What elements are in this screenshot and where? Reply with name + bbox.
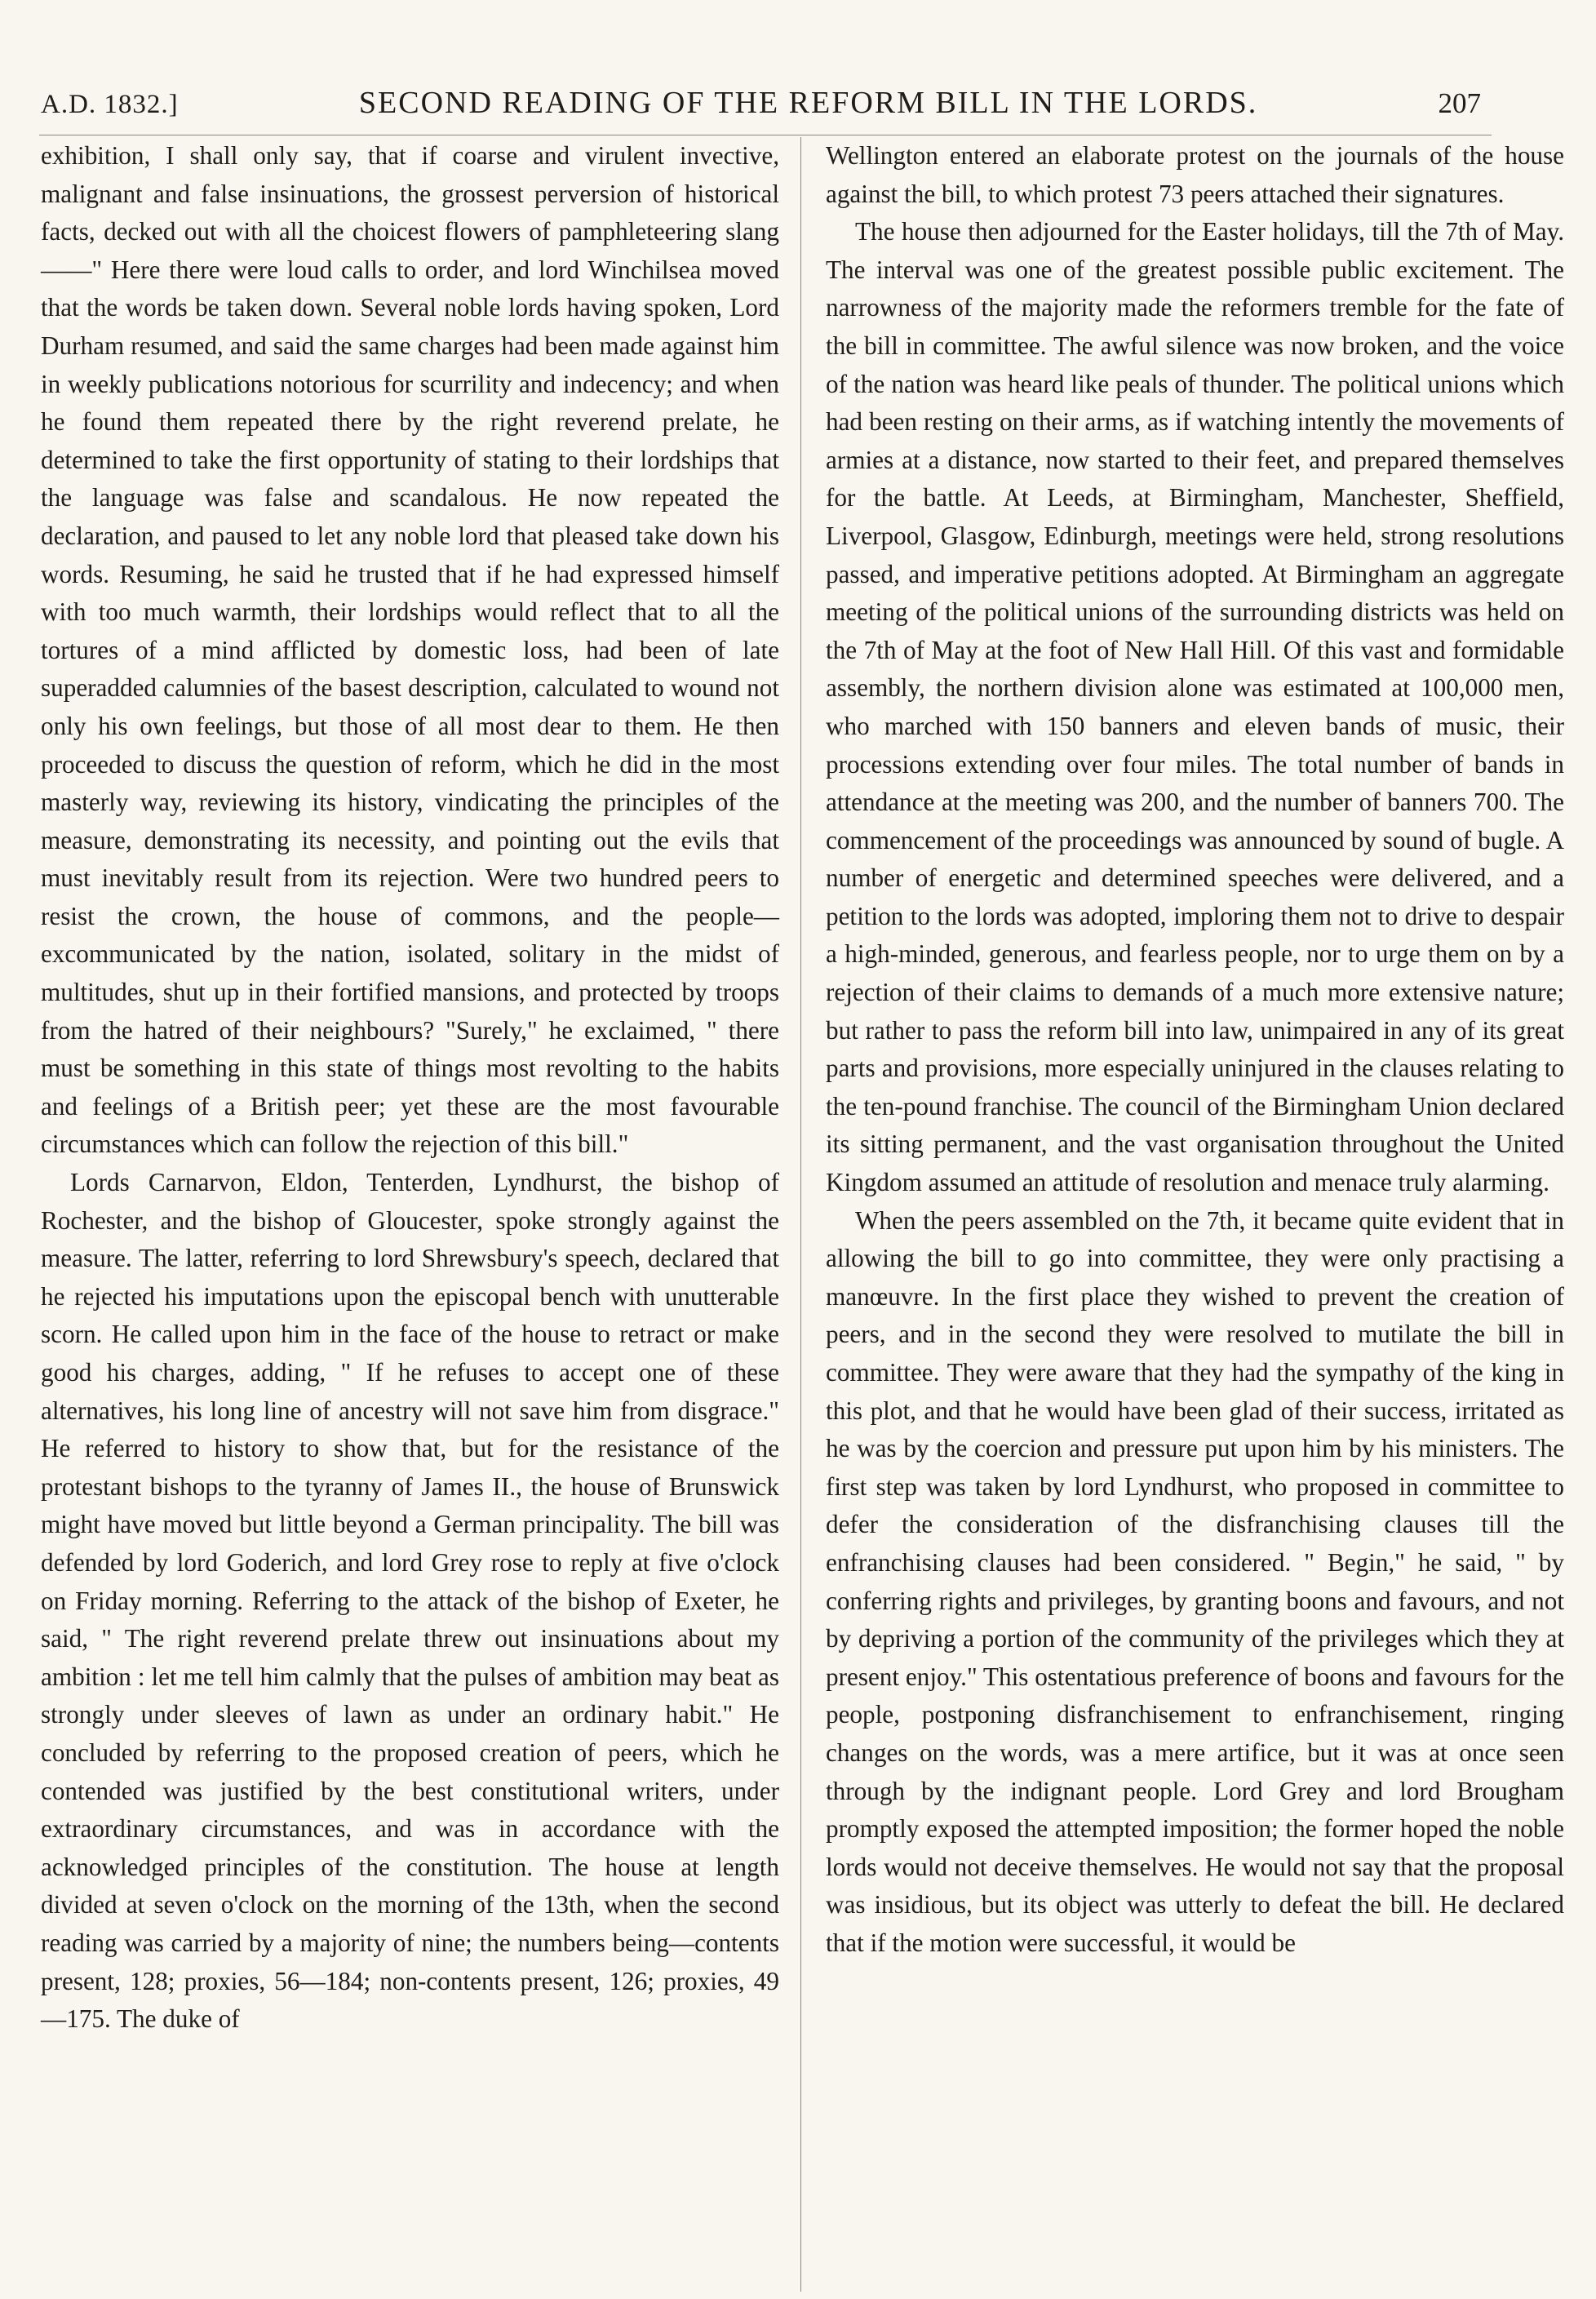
paragraph: Wellington entered an elaborate protest on the journals of the house against the bill, to which protest 73 peers attached their signatures. <box>826 141 1564 208</box>
paragraph: When the peers assembled on the 7th, it became quite evident that in allowing the bill to go into committee, they were only practising a manœuvre. In the first place they wished to prevent the creation of peers, and in the second they were resolved to mutilate the bill in committee. They were aware that they had the sympathy of the king in this plot, and that he would have been glad of their success, irritated as he was by the coercion and pressure put upon him by his ministers. The first step was taken by lord Lyndhurst, who proposed in committee to defer the consideration of the disfranchising clauses till the enfranchising clauses had been considered. " Begin," he said, " by conferring rights and privileges, by granting boons and favours, and not by depriving a portion of the community of the privileges which they at present enjoy." This ostentatious preference of boons and favours for the people, postponing disfranchisement to enfranchisement, ringing changes on the words, was a mere artifice, but it was at once seen through by the indignant people. Lord Grey and lord Brougham promptly exposed the attempted imposition; the former hoped the noble lords would not deceive themselves. He would not say that the proposal was insidious, but its object was utterly to defeat the bill. He declared that if the motion were successful, it would be <box>826 1205 1564 1957</box>
paragraph: exhibition, I shall only say, that if coarse and virulent invective, malignant and false insinuations, the grossest perversion of historical facts, decked out with all the choicest flowers of pamphleteering slang——" Here there were loud calls to order, and lord Winchilsea moved that the words be taken down. Several noble lords having spoken, Lord Durham resumed, and said the same charges had been made against him in weekly publications notorious for scurrility and indecency; and when he found them repeated there by the right reverend prelate, he determined to take the first opportunity of stating to their lordships that the language was false and scandalous. He now repeated the declaration, and paused to let any noble lord that pleased take down his words. Resuming, he said he trusted that if he had expressed himself with too much warmth, their lordships would reflect that to all the tortures of a mind afflicted by domestic loss, had been of late superadded calumnies of the basest description, calculated to wound not only his own feelings, but those of all most dear to them. He then proceeded to discuss the question of reform, which he did in the most masterly way, reviewing its history, vindicating the principles of the measure, demonstrating its necessity, and pointing out the evils that must inevitably result from its rejection. Were two hundred peers to resist the crown, the house of commons, and the people—excommunicated by the nation, isolated, solitary in the midst of multitudes, shut up in their fortified mansions, and protected by troops from the hatred of their neighbours? "Surely," he exclaimed, " there must be something in this state of things most revolting to the habits and feelings of a British peer; yet these are the most favourable circumstances which can follow the rejection of this bill." <box>41 141 779 1159</box>
header-date: A.D. 1832.] <box>41 90 179 119</box>
header-title: SECOND READING OF THE REFORM BILL IN THE LORDS. <box>358 86 1258 120</box>
paragraph: The house then adjourned for the Easter holidays, till the 7th of May. The interval was one of the greatest possible public excitement. The narrowness of the majority made the reformers tremble for the fate of the bill in committee. The awful silence was now broken, and the voice of the nation was heard like peals of thunder. The political unions which had been resting on their arms, as if watching intently the movements of armies at a distance, now started to their feet, and prepared themselves for the battle. At Leeds, at Birmingham, Manchester, Sheffield, Liverpool, Glasgow, Edinburgh, meetings were held, strong resolutions passed, and imperative petitions adopted. At Birmingham an aggregate meeting of the political unions of the surrounding districts was held on the 7th of May at the foot of New Hall Hill. Of this vast and formidable assembly, the northern division alone was estimated at 100,000 men, who marched with 150 banners and eleven bands of music, their processions extending over four miles. The total number of bands in attendance at the meeting was 200, and the number of banners 700. The commencement of the proceedings was announced by sound of bugle. A number of energetic and determined speeches were delivered, and a petition to the lords was adopted, imploring them not to drive to despair a high-minded, generous, and fearless people, nor to urge them on by a rejection of their claims to demands of a much more extensive nature; but rather to pass the reform bill into law, unimpaired in any of its great parts and provisions, more especially uninjured in the clauses relating to the ten-pound franchise. The council of the Birmingham Union declared its sitting permanent, and the vast organisation throughout the United Kingdom assumed an attitude of resolution and menace truly alarming. <box>826 217 1564 1197</box>
running-header <box>41 85 1481 137</box>
column-divider <box>800 137 801 2292</box>
page-number: 207 <box>1438 87 1481 119</box>
paragraph: Lords Carnarvon, Eldon, Tenterden, Lyndhurst, the bishop of Rochester, and the bishop of Gloucester, spoke strongly against the measure. The latter, referring to lord Shrewsbury's speech, declared that he rejected his imputations upon the episcopal bench with unutterable scorn. He called upon him in the face of the house to retract or make good his charges, adding, " If he refuses to accept one of these alternatives, his long line of ancestry will not save him from disgrace." He referred to history to show that, but for the resistance of the protestant bishops to the tyranny of James II., the house of Brunswick might have moved but little beyond a German principality. The bill was defended by lord Goderich, and lord Grey rose to reply at five o'clock on Friday morning. Referring to the attack of the bishop of Exeter, he said, " The right reverend prelate threw out insinuations about my ambition : let me tell him calmly that the pulses of ambition may beat as strongly under sleeves of lawn as under an ordinary habit." He concluded by referring to the proposed creation of peers, which he contended was justified by the best constitutional writers, under extraordinary circumstances, and was in accordance with the acknowledged principles of the constitution. The house at length divided at seven o'clock on the morning of the 13th, when the second reading was carried by a majority of nine; the numbers being—contents present, 128; proxies, 56—184; non-contents present, 126; proxies, 49—175. The duke of <box>41 1168 779 2034</box>
right-column <box>826 137 1564 1963</box>
left-column <box>41 137 779 2039</box>
